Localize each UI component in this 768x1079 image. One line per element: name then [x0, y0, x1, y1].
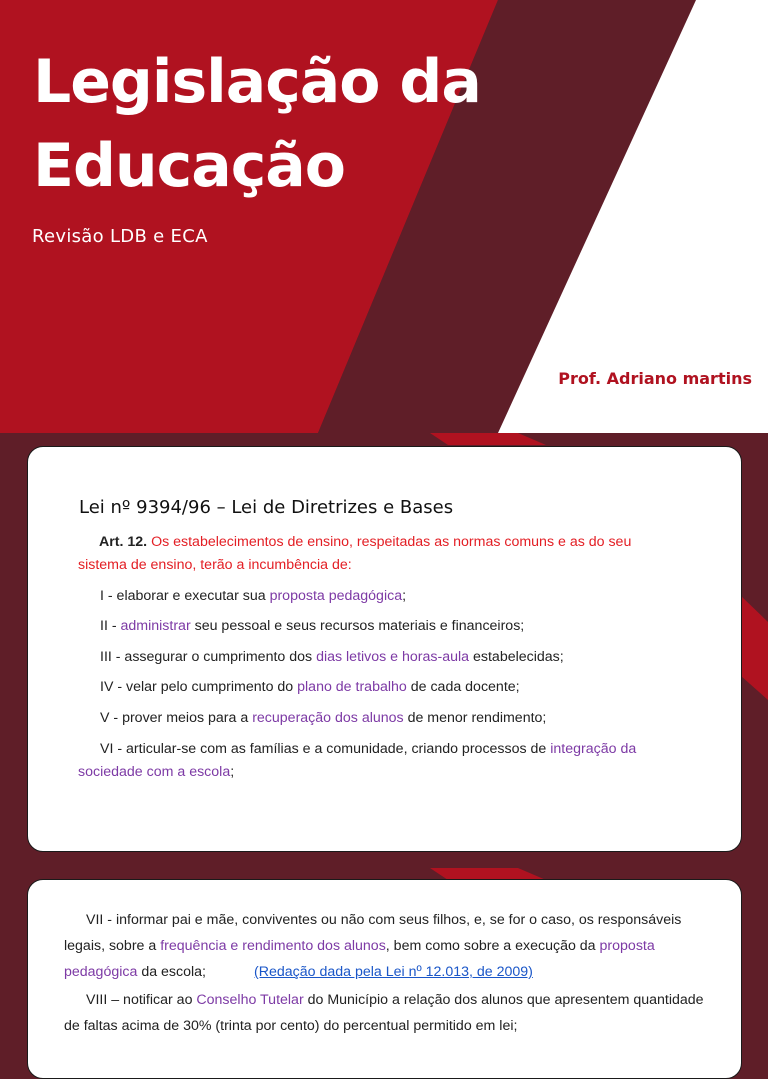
article-body	[78, 531, 658, 791]
title-line-2: Educação	[33, 131, 345, 201]
highlight: plano de trabalho	[297, 679, 407, 696]
highlight: recuperação dos alunos	[252, 709, 404, 726]
highlight: Conselho Tutelar	[196, 992, 304, 1008]
list-item: II - administrar seu pessoal e seus recursos materiais e financeiros;	[100, 618, 525, 635]
article-label: Art. 12.	[99, 534, 148, 550]
highlight: proposta pedagógica	[64, 938, 655, 980]
list-item: IV - velar pelo cumprimento do plano de trabalho de cada docente;	[100, 679, 520, 696]
subtitle: Revisão LDB e ECA	[32, 226, 208, 247]
content-card-ldb	[27, 446, 742, 852]
list-item: VII - informar pai e mãe, conviventes ou não com seus filhos, e, se for o caso, os responsáveis legais, sobre a frequência e rendimento dos alunos, bem como sobre a execução da proposta pedagógica da escola; (Redação dada pela Lei nº 12.013, de 2009)	[64, 912, 682, 980]
author-name: Prof. Adriano martins	[558, 369, 752, 388]
article-text: Os estabelecimentos de ensino, respeitadas as normas comuns e as do seu sistema de ensino, terão a incumbência de:	[78, 534, 632, 573]
highlight: administrar	[120, 618, 191, 635]
highlight: integração da sociedade com a escola	[78, 740, 637, 780]
highlight: proposta pedagógica	[269, 587, 403, 604]
article-12	[78, 531, 658, 577]
content-card-continued	[27, 879, 742, 1079]
article-body-continued	[64, 907, 704, 1041]
highlight: dias letivos e horas-aula	[316, 648, 470, 665]
highlight: frequência e rendimento dos alunos	[160, 938, 386, 954]
list-item: VI - articular-se com as famílias e a comunidade, criando processos de integração da sociedade com a escola;	[78, 740, 637, 780]
page-title	[33, 40, 481, 208]
list-item: V - prover meios para a recuperação dos alunos de menor rendimento;	[100, 709, 547, 726]
list-item: III - assegurar o cumprimento dos dias letivos e horas-aula estabelecidas;	[100, 648, 564, 665]
law-heading: Lei nº 9394/96 – Lei de Diretrizes e Bases	[79, 497, 454, 518]
redacao-link[interactable]: (Redação dada pela Lei nº 12.013, de 2009)	[254, 964, 533, 980]
list-item: VIII – notificar ao Conselho Tutelar do Município a relação dos alunos que apresentem quantidade de faltas acima de 30% (trinta por cento) do percentual permitido em lei;	[64, 992, 704, 1034]
list-item: I - elaborar e executar sua proposta pedagógica;	[100, 587, 407, 604]
title-line-1: Legislação da	[33, 47, 481, 117]
